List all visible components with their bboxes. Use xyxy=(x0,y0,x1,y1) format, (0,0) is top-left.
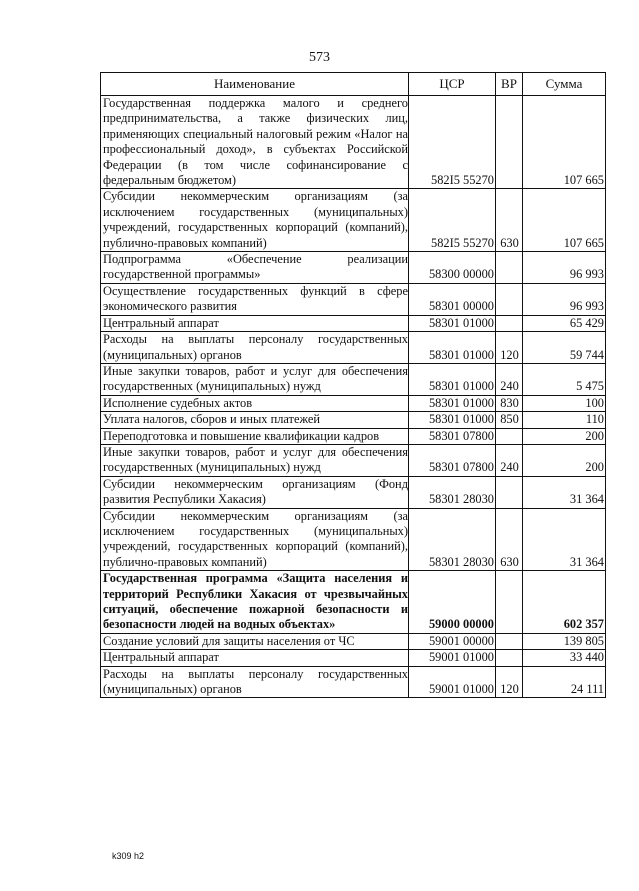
header-csr: ЦСР xyxy=(409,73,496,96)
table-row xyxy=(101,363,606,395)
table-body xyxy=(101,96,606,698)
header-sum: Сумма xyxy=(523,73,606,96)
row-sum: 65 429 xyxy=(523,315,606,331)
row-name: Государственная программа «Защита населения и территорий Республики Хакасия от чрезвычайных ситуаций, обеспечение пожарной безопасности и безопасности людей на водных объектах» xyxy=(101,571,409,634)
table-row xyxy=(101,395,606,411)
row-sum: 602 357 xyxy=(523,571,606,634)
row-csr: 58301 07800 xyxy=(409,428,496,444)
row-csr: 59001 01000 xyxy=(409,666,496,698)
footer-code: k309 h2 xyxy=(112,851,145,861)
header-vr: ВР xyxy=(496,73,523,96)
row-csr: 58300 00000 xyxy=(409,252,496,284)
row-sum: 31 364 xyxy=(523,508,606,571)
row-csr: 58301 01000 xyxy=(409,395,496,411)
row-name: Иные закупки товаров, работ и услуг для обеспечения государственных (муниципальных) нужд xyxy=(101,363,409,395)
table-row xyxy=(101,252,606,284)
table-row xyxy=(101,666,606,698)
row-sum: 96 993 xyxy=(523,252,606,284)
table-row xyxy=(101,315,606,331)
row-name: Исполнение судебных актов xyxy=(101,395,409,411)
table-row xyxy=(101,508,606,571)
row-name: Уплата налогов, сборов и иных платежей xyxy=(101,412,409,428)
row-vr xyxy=(496,633,523,649)
row-sum: 200 xyxy=(523,428,606,444)
row-csr: 58301 01000 xyxy=(409,332,496,364)
row-vr: 240 xyxy=(496,444,523,476)
table-row xyxy=(101,444,606,476)
table-row xyxy=(101,571,606,634)
row-vr: 630 xyxy=(496,189,523,252)
table-header-row xyxy=(101,73,606,96)
row-csr: 582I5 55270 xyxy=(409,189,496,252)
row-name: Центральный аппарат xyxy=(101,650,409,666)
row-csr: 59001 01000 xyxy=(409,650,496,666)
row-name: Субсидии некоммерческим организациям (за исключением государственных (муниципальных) учреждений, государственных корпораций (компаний), публично-правовых компаний) xyxy=(101,189,409,252)
row-name: Иные закупки товаров, работ и услуг для обеспечения государственных (муниципальных) нужд xyxy=(101,444,409,476)
budget-table xyxy=(100,72,606,698)
row-sum: 100 xyxy=(523,395,606,411)
header-name: Наименование xyxy=(101,73,409,96)
row-vr: 120 xyxy=(496,332,523,364)
row-sum: 24 111 xyxy=(523,666,606,698)
row-sum: 107 665 xyxy=(523,189,606,252)
row-vr: 240 xyxy=(496,363,523,395)
row-csr: 582I5 55270 xyxy=(409,96,496,189)
row-vr xyxy=(496,476,523,508)
row-sum: 139 805 xyxy=(523,633,606,649)
table-row xyxy=(101,476,606,508)
row-vr: 830 xyxy=(496,395,523,411)
row-csr: 58301 01000 xyxy=(409,315,496,331)
row-sum: 59 744 xyxy=(523,332,606,364)
row-name: Подпрограмма «Обеспечение реализации государственной программы» xyxy=(101,252,409,284)
row-vr xyxy=(496,315,523,331)
table-row xyxy=(101,412,606,428)
row-csr: 59001 00000 xyxy=(409,633,496,649)
row-name: Переподготовка и повышение квалификации кадров xyxy=(101,428,409,444)
row-vr xyxy=(496,428,523,444)
row-name: Создание условий для защиты населения от ЧС xyxy=(101,633,409,649)
page-number: 573 xyxy=(309,50,330,65)
table-row xyxy=(101,96,606,189)
row-vr: 120 xyxy=(496,666,523,698)
table-row xyxy=(101,428,606,444)
row-csr: 58301 28030 xyxy=(409,508,496,571)
table-row xyxy=(101,283,606,315)
row-sum: 110 xyxy=(523,412,606,428)
row-csr: 58301 01000 xyxy=(409,412,496,428)
row-name: Субсидии некоммерческим организациям (Фонд развития Республики Хакасия) xyxy=(101,476,409,508)
row-vr xyxy=(496,252,523,284)
row-sum: 31 364 xyxy=(523,476,606,508)
row-vr: 630 xyxy=(496,508,523,571)
row-sum: 96 993 xyxy=(523,283,606,315)
row-sum: 107 665 xyxy=(523,96,606,189)
row-vr xyxy=(496,650,523,666)
row-name: Расходы на выплаты персоналу государственных (муниципальных) органов xyxy=(101,332,409,364)
row-sum: 5 475 xyxy=(523,363,606,395)
row-vr xyxy=(496,571,523,634)
row-csr: 58301 00000 xyxy=(409,283,496,315)
row-vr xyxy=(496,96,523,189)
table-row xyxy=(101,633,606,649)
row-csr: 58301 28030 xyxy=(409,476,496,508)
row-name: Государственная поддержка малого и среднего предпринимательства, а также физических лиц, применяющих специальный налоговый режим «Налог на профессиональный доход», в субъектах Российской Федерации (в том числе софинансирование с федеральным бюджетом) xyxy=(101,96,409,189)
row-vr: 850 xyxy=(496,412,523,428)
row-csr: 59000 00000 xyxy=(409,571,496,634)
table-row xyxy=(101,189,606,252)
table-row xyxy=(101,332,606,364)
row-name: Субсидии некоммерческим организациям (за исключением государственных (муниципальных) учреждений, государственных корпораций (компаний), публично-правовых компаний) xyxy=(101,508,409,571)
row-csr: 58301 07800 xyxy=(409,444,496,476)
row-sum: 33 440 xyxy=(523,650,606,666)
row-vr xyxy=(496,283,523,315)
row-name: Осуществление государственных функций в сфере экономического развития xyxy=(101,283,409,315)
row-name: Центральный аппарат xyxy=(101,315,409,331)
table-row xyxy=(101,650,606,666)
row-sum: 200 xyxy=(523,444,606,476)
row-csr: 58301 01000 xyxy=(409,363,496,395)
row-name: Расходы на выплаты персоналу государственных (муниципальных) органов xyxy=(101,666,409,698)
